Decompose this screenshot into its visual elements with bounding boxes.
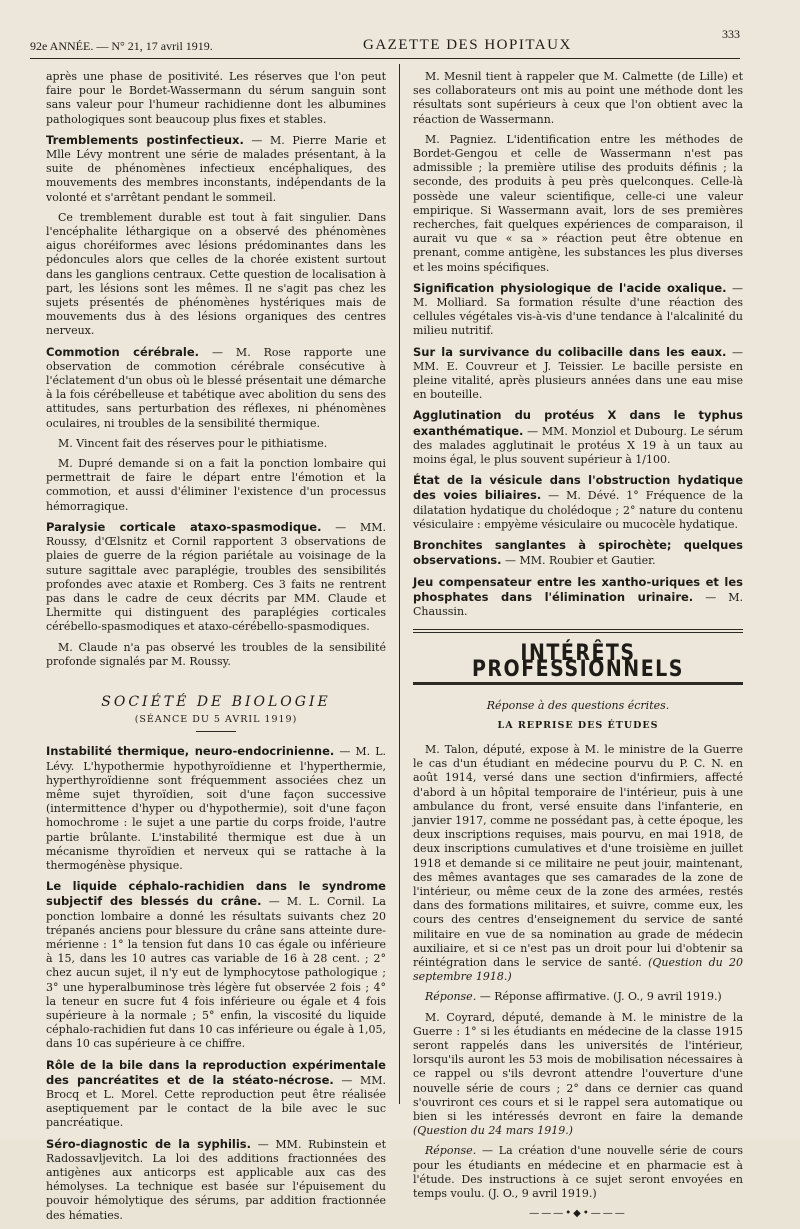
issue-info: 92e ANNÉE. — N° 21, 17 avril 1919. (30, 39, 213, 53)
role-bile-heading: Rôle de la bile dans la reproduction expérimentale des pancréatites et de la stéato-nécrose. (46, 1057, 386, 1087)
vesicule-heading: État de la vésicule dans l'obstruction hydatique des voies biliaires. (413, 473, 743, 503)
coyrard-reponse (413, 1144, 743, 1201)
bronchites-heading: Bronchites sanglantes à spirochète; quelques observations. (413, 538, 743, 568)
survivance-heading: Sur la survivance du colibacille dans les eaux. (413, 344, 727, 359)
instabilite-body: — M. L. Lévy. L'hypothermie hypothyroïdienne et l'hyperthermie, hyperthyroïdienne sont fréquemment associées chez un même sujet thyroïdien, soit d'une façon successive (intermittence d'hyper ou d'hypothermie), soit d'une façon homochrome : le sujet a une partie du corps froide, l'autre partie brûlante. L'instabilité thermique est due à un mécanisme thyroïdien et nerveux qui se rattache à la thermogénèse physique. (46, 745, 386, 872)
section-double-rule (413, 629, 743, 633)
commotion-article (46, 345, 386, 431)
interets-title: INTÉRÊTS PROFESSIONNELS (472, 640, 684, 683)
talon-question-date: (Question du 20 septembre 1918.) (413, 955, 744, 984)
sero-heading: Séro-diagnostic de la syphilis. (46, 1136, 251, 1151)
talon-reponse-text: — Réponse affirmative. (J. O., 9 avril 1919.) (476, 990, 722, 1004)
coyrard-reponse-label: Réponse. (425, 1144, 477, 1158)
paralysie-article (46, 520, 386, 635)
instabilite-heading: Instabilité thermique, neuro-endocrinienne. (46, 744, 335, 759)
survivance-article (413, 345, 743, 403)
paralysie-heading: Paralysie corticale ataxo-spasmodique. (46, 519, 322, 534)
pagniez-paragraph: M. Pagniez. L'identification entre les méthodes de Bordet-Gengou et celle de Wassermann n'est pas admissible ; la première utilise des produits définis ; la seconde, des produits à peu près quelconques. Celle-là possède une valeur scientifique, celle-ci une valeur empirique. Si Wassermann avait, lors de ses premières recherches, fait quelques expériences de comparaison, il aurait vu que « sa » réaction peut être obtenue en prenant, comme antigène, les substances les plus diverses et les moins spécifiques. (413, 132, 743, 274)
jeu-article (413, 575, 743, 620)
agglutination-heading: Agglutination du protéus X dans le typhus exanthématique. (413, 408, 743, 438)
header-rule (30, 58, 740, 59)
commotion-body: — M. Rose rapporte une observation de commotion cérébrale consécutive à l'éclatement d'un obus où le blessé présentait une démarche à la fois cérébelleuse et tabétique avec abolition du sens des attitudes, sans perturbation des réflexes, ni phénomènes oculaires, ni troubles de la sensibilité thermique. (46, 345, 386, 430)
page-number: 333 (722, 27, 740, 41)
signification-heading: Signification physiologique de l'acide oxalique. (413, 280, 727, 295)
role-bile-article (46, 1058, 386, 1131)
talon-reponse (413, 990, 743, 1004)
societe-title: SOCIÉTÉ DE BIOLOGIE (101, 693, 331, 710)
talon-reponse-label: Réponse. (425, 990, 477, 1004)
vesicule-article (413, 473, 743, 532)
commotion-heading: Commotion cérébrale. (46, 344, 200, 359)
agglutination-article (413, 408, 743, 467)
bronchites-body: — MM. Roubier et Gautier. (501, 554, 656, 568)
bronchites-article (413, 538, 743, 568)
instabilite-article (46, 744, 386, 873)
coyrard-reponse-text: — La création d'une nouvelle série de cours pour les étudiants en médecine et en pharmacie est à l'étude. Des instructions à ce sujet seront envoyées en temps voulu. (J. O., 9 avril 1919.) (413, 1144, 743, 1201)
paralysie-body: — MM. Roussy, d'Œlsnitz et Cornil rapportent 3 observations de plaies de guerre de la région pariétale au voisinage de la suture sagittale avec paraplégie, troubles des sensibilités profondes avec ataxie et Romberg. Ces 3 faits ne rentrent pas dans le cadre de ceux décrits par MM. Claude et Lhermitte qui distinguent des paraplégies corticales cérébello-spasmodiques et ataxo-cérébello-spasmodiques. (46, 520, 386, 634)
coyrard-question (413, 1011, 743, 1139)
coyrard-question-date: (Question du 24 mars 1919.) (413, 1124, 573, 1138)
liquide-heading: Le liquide céphalo-rachidien dans le syndrome subjectif des blessés du crâne. (46, 879, 386, 909)
page-header (30, 26, 740, 54)
agglutination-body: — MM. Monziol et Dubourg. Le sérum des malades agglutinait le protéus X 19 à un taux au moins égal, le plus souvent supérieur à 1/100. (413, 424, 743, 467)
role-bile-body: — MM. Brocq et L. Morel. Cette reproduction peut être réalisée aseptiquement par le contact de la bile avec le suc pancréatique. (46, 1073, 386, 1130)
sero-body: — MM. Rubinstein et Radossavljevitch. La loi des additions fractionnées des antigènes aux anticorps est applicable aux cas des hémolyses. La technique est basée sur l'épuisement du pouvoir hémolytique des sérums, par addition fractionnée des hématies. (46, 1137, 386, 1222)
tremblements-heading: Tremblements postinfectieux. (46, 132, 244, 147)
tremblements-body-2: Ce tremblement durable est tout à fait singulier. Dans l'encéphalite léthargique on a observé des phénomènes aigus choréiformes avec lésions prédominantes dans les pédoncules alors que celles de la chorée existent surtout dans les ganglions centraux. Cette question de localisation à part, les lésions sont les mêmes. Il ne s'agit pas chez les sujets présentés de phénomènes hystériques mais de mouvements dus à des lésions organiques des centres nerveux. (46, 210, 386, 338)
commotion-body-2: M. Vincent fait des réserves pour le pithiatisme. (58, 436, 328, 450)
masthead: GAZETTE DES HOPITAUX (363, 37, 572, 53)
tremblements-body: — M. Pierre Marie et Mlle Lévy montrent une série de malades présentant, à la suite de phénomènes infectieux encéphaliques, des mouvements des membres inconstants, indépendants de la volonté et s'arrêtant pendant le sommeil. (46, 133, 386, 204)
section-rule (196, 731, 236, 732)
talon-text: M. Talon, député, expose à M. le ministre de la Guerre le cas d'un étudiant en médecine pourvu du P. C. N. en août 1914, versé dans une section d'infirmiers, affecté d'abord à un hôpital temporaire de l'intérieur, puis à une ambulance du front, versé ensuite dans l'infanterie, en janvier 1917, comme ne possédant pas, à cette époque, les deux inscriptions requises, mais pourvu, en mai 1918, de deux inscriptions cumulatives et d'une troisième en juillet 1918 et demande si ce militaire ne peut jouir, maintenant, des mêmes avantages que ses camarades de la zone de l'intérieur, ou même ceux de la zone des armées, restés dans des formations militaires, et suivre, comme eux, les cours des centres d'enseignement du service de santé militaire en vue de sa nomination au grade de médecin auxiliaire, et si ce n'est pas un droit pour lui d'obtenir sa réintégration dans le service de santé. (413, 742, 743, 969)
survivance-body: — MM. E. Couvreur et J. Teissier. Le bacille persiste en pleine vitalité, après plusieurs années dans une eau mise en bouteille. (413, 345, 744, 402)
reprise-heading: LA REPRISE DES ÉTUDES (497, 719, 659, 731)
column-divider (399, 64, 400, 1104)
left-column (46, 70, 386, 1229)
interets-subhead: Réponse à des questions écrites. (486, 698, 670, 712)
signification-article (413, 281, 743, 339)
right-column (413, 70, 743, 1221)
liquide-article (46, 879, 386, 1051)
coyrard-text: M. Coyrard, député, demande à M. le ministre de la Guerre : 1° si les étudiants en médecine de la classe 1915 seront rappelés dans les universités de l'intérieur, lorsqu'ils auront les 53 mois de mobilisation nécessaires à ce rappel ou s'ils devront attendre l'ouverture d'une nouvelle série de cours ; 2° dans ce dernier cas quand s'ouvriront ces cours et si le rappel sera automatique ou bien si les intéressés devront en faire la demande (413, 1010, 743, 1123)
talon-question (413, 743, 743, 984)
commotion-body-3: M. Dupré demande si on a fait la ponction lombaire qui permettrait de faire le départ entre l'émotion et la commotion, et aussi d'éliminer l'existence d'un processus hémorragique. (46, 457, 386, 513)
liquide-body: — M. L. Cornil. La ponction lombaire a donné les résultats suivants chez 20 trépanés anciens pour blessure du crâne sans atteinte dure-mérienne : 1° la tension fut dans 10 cas égale ou inférieure à 15, dans les 10 autres cas variable de 16 à 28 cent. ; 2° chez aucun sujet, il n'y eut de lymphocytose pathologique ; 3° une hyperalbuminose très légère fut observée 2 fois ; 4° la teneur en sucre fut 4 fois inférieure ou égale et 4 fois supérieure à la normale ; 5° enfin, la viscosité du liquide céphalo-rachidien fut dans 10 cas inférieure ou égale à 1,05, dans 10 cas supérieure à ce chiffre. (46, 895, 386, 1051)
sero-article (46, 1137, 386, 1223)
vesicule-body: — M. Dévé. 1° Fréquence de la dilatation hydatique du cholédoque ; 2° nature du contenu vésiculaire : empyème vésiculaire ou mucocèle hydatique. (413, 489, 744, 531)
interets-rule (413, 682, 743, 685)
jeu-heading: Jeu compensateur entre les xantho-uriques et les phosphates dans l'élimination urinaire. (413, 574, 743, 604)
societe-subtitle: (SÉANCE DU 5 AVRIL 1919) (134, 714, 298, 726)
mesnil-paragraph: M. Mesnil tient à rappeler que M. Calmette (de Lille) et ses collaborateurs ont mis au point une méthode dont les résultats sont supérieurs à ceux que l'on obtient avec la réaction de Wassermann. (413, 70, 743, 126)
intro-paragraph: après une phase de positivité. Les réserves que l'on peut faire pour le Bordet-Wassermann du sérum sanguin sont sans valeur pour l'humeur rachidienne dont les albumines pathologiques sont beaucoup plus fixes et stables. (46, 70, 386, 126)
paralysie-body-2: M. Claude n'a pas observé les troubles de la sensibilité profonde signalés par M. Roussy. (46, 640, 386, 668)
tremblements-article (46, 133, 386, 205)
jeu-body: — M. Chaussin. (413, 590, 743, 618)
end-ornament: ———•◆•——— (529, 1208, 627, 1220)
signification-body: — M. Molliard. Sa formation résulte d'une réaction des cellules végétales vis-à-vis d'une tendance à l'alcalinité du milieu nutritif. (413, 281, 743, 338)
